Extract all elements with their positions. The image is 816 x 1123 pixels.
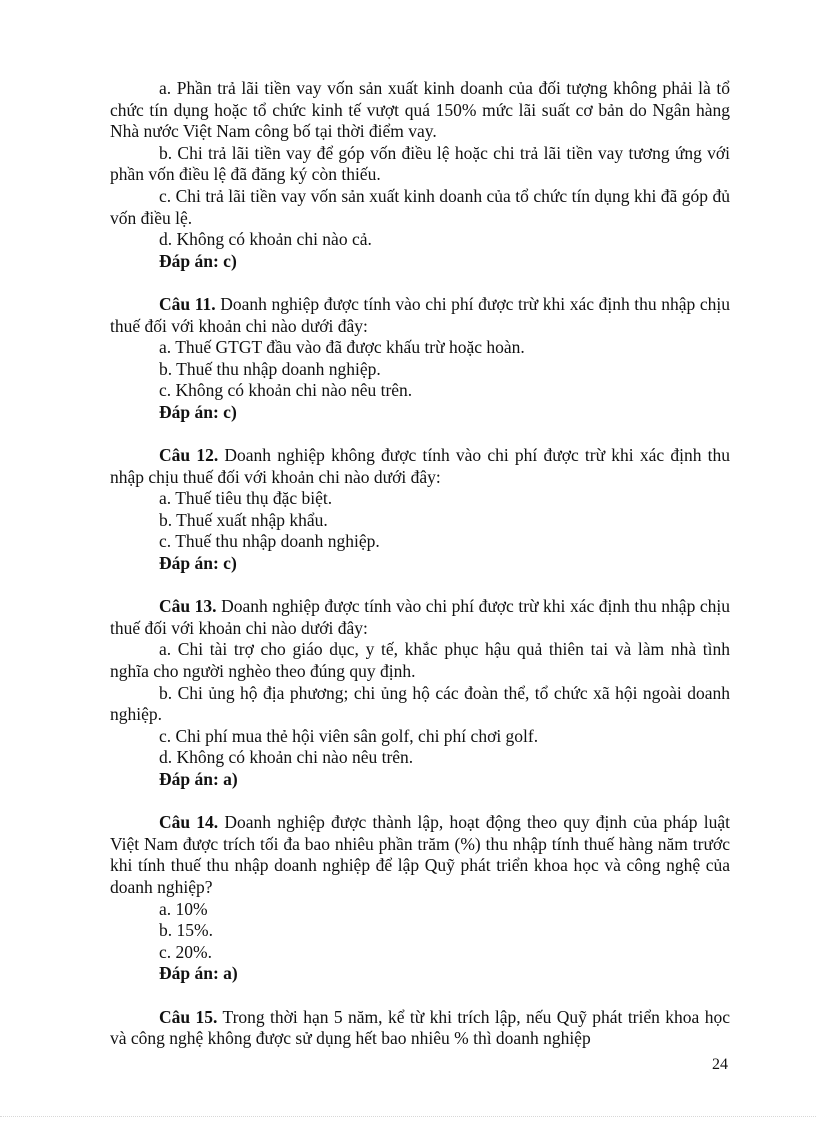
question-13 [110, 596, 730, 790]
option-c: c. 20%. [159, 941, 212, 962]
option-c: c. Chi phí mua thẻ hội viên sân golf, chi phí chơi golf. [159, 725, 539, 746]
question-14 [110, 812, 730, 985]
option-b: b. Chi ủng hộ địa phương; chi ủng hộ các đoàn thể, tổ chức xã hội ngoài doanh nghiệp. [110, 682, 730, 725]
question-label: Câu 14. [159, 812, 219, 833]
option-a: a. Phần trả lãi tiền vay vốn sản xuất kinh doanh của đối tượng không phải là tổ chức tín dụng hoặc tổ chức kinh tế vượt quá 150% mức lãi suất cơ bản do Ngân hàng Nhà nước Việt Nam công bố tại thời điểm vay. [110, 78, 730, 142]
question-text [110, 445, 730, 488]
question-15 [110, 1007, 730, 1050]
option-b: b. 15%. [159, 920, 213, 941]
question-text [110, 812, 730, 898]
question-10-continuation [110, 78, 730, 272]
option-a: a. Chi tài trợ cho giáo dục, y tế, khắc phục hậu quả thiên tai và làm nhà tình nghĩa cho người nghèo theo đúng quy định. [110, 639, 730, 682]
question-11 [110, 294, 730, 424]
option-b: b. Chi trả lãi tiền vay để góp vốn điều lệ hoặc chi trả lãi tiền vay tương ứng với phần vốn điều lệ đã đăng ký còn thiếu. [110, 142, 730, 185]
answer: Đáp án: a) [159, 769, 238, 789]
option-d: d. Không có khoản chi nào nêu trên. [159, 747, 414, 768]
question-text [110, 1007, 730, 1050]
answer: Đáp án: c) [159, 250, 237, 271]
question-body: Doanh nghiệp được tính vào chi phí được trừ khi xác định thu nhập chịu thuế đối với khoản chi nào dưới đây: [110, 293, 730, 336]
question-body: Doanh nghiệp được tính vào chi phí được trừ khi xác định thu nhập chịu thuế đối với khoản chi nào dưới đây: [110, 596, 730, 638]
question-body: Trong thời hạn 5 năm, kể từ khi trích lập, nếu Quỹ phát triển khoa học và công nghệ không được sử dụng hết bao nhiêu % thì doanh nghiệp [110, 1006, 730, 1049]
question-body: Doanh nghiệp được thành lập, hoạt động theo quy định của pháp luật Việt Nam được trích tối đa bao nhiêu phần trăm (%) thu nhập tính thuế hàng năm trước khi tính thuế thu nhập doanh nghiệp để lập Quỹ phát triển khoa học và công nghệ của doanh nghiệp? [110, 812, 730, 897]
question-body: Doanh nghiệp không được tính vào chi phí được trừ khi xác định thu nhập chịu thuế đối với khoản chi nào dưới đây: [110, 445, 731, 487]
option-b: b. Thuế thu nhập doanh nghiệp. [159, 358, 381, 379]
option-c: c. Không có khoản chi nào nêu trên. [159, 380, 413, 401]
page-bottom-rule [0, 1116, 816, 1117]
option-d: d. Không có khoản chi nào cả. [159, 229, 372, 250]
question-text [110, 596, 730, 639]
question-label: Câu 15. [159, 1006, 218, 1027]
question-text [110, 294, 730, 337]
question-label: Câu 12. [159, 445, 219, 466]
page-number: 24 [712, 1056, 728, 1073]
option-c: c. Thuế thu nhập doanh nghiệp. [159, 531, 380, 552]
answer: Đáp án: c) [159, 401, 237, 422]
option-a: a. 10% [159, 898, 208, 919]
answer: Đáp án: c) [159, 553, 237, 574]
option-a: a. Thuế GTGT đầu vào đã được khấu trừ hoặc hoàn. [159, 337, 525, 358]
page-content [110, 78, 730, 1071]
option-b: b. Thuế xuất nhập khẩu. [159, 509, 328, 530]
option-a: a. Thuế tiêu thụ đặc biệt. [159, 488, 333, 509]
question-label: Câu 13. [159, 596, 217, 617]
answer: Đáp án: a) [159, 963, 238, 984]
question-12 [110, 445, 730, 575]
question-label: Câu 11. [159, 293, 216, 314]
option-c: c. Chi trả lãi tiền vay vốn sản xuất kinh doanh của tổ chức tín dụng khi đã góp đủ vốn điều lệ. [110, 185, 730, 228]
